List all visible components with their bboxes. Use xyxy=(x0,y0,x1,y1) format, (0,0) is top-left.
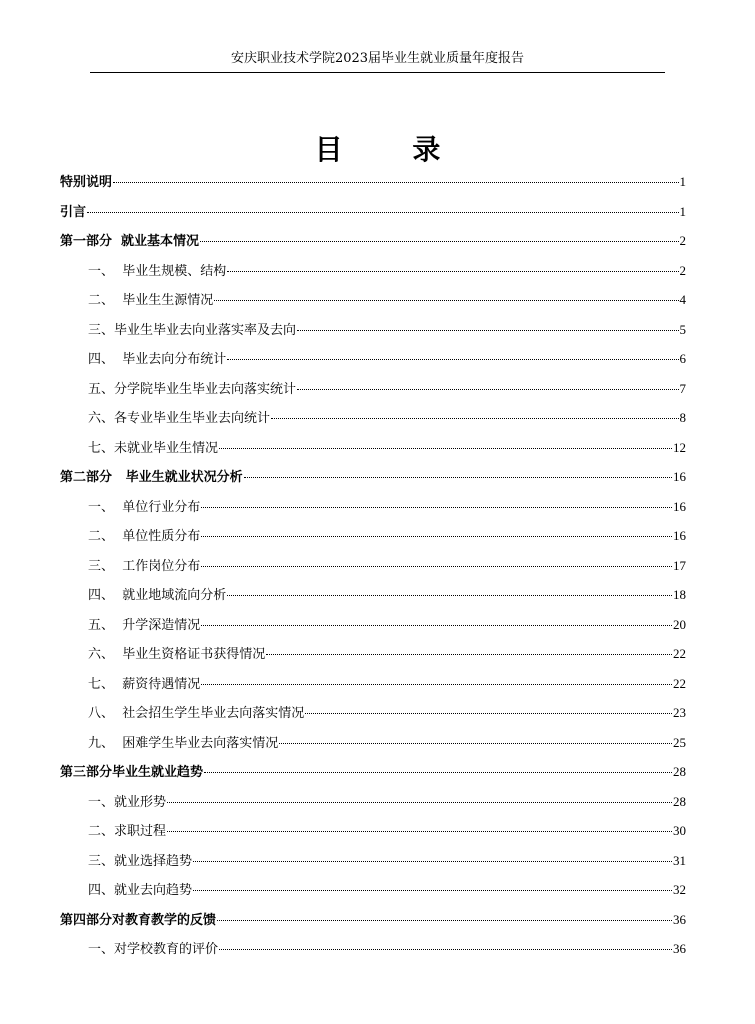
toc-entry-page-number: 22 xyxy=(673,646,686,661)
toc-dot-leader xyxy=(87,212,678,213)
toc-entry-page-number: 22 xyxy=(673,675,686,691)
toc-entry[interactable] xyxy=(60,525,686,555)
toc-dot-leader xyxy=(244,477,672,478)
toc-entry-label: 引言 xyxy=(60,204,87,220)
toc-entry-page-number: 5 xyxy=(679,321,686,337)
toc-entry-label: 五、分学院毕业生毕业去向落实统计 xyxy=(88,381,297,397)
toc-dot-leader xyxy=(204,772,672,773)
toc-entry[interactable] xyxy=(60,909,686,939)
table-of-contents xyxy=(60,171,686,968)
toc-entry[interactable] xyxy=(60,437,686,467)
toc-entry-label: 四、 毕业去向分布统计 xyxy=(88,352,227,367)
toc-entry-label: 九、 困难学生毕业去向落实情况 xyxy=(88,735,279,751)
toc-entry-page-number: 6 xyxy=(679,351,686,366)
toc-dot-leader xyxy=(227,595,672,596)
toc-entry-label: 一、对学校教育的评价 xyxy=(88,942,219,957)
page-header: 安庆职业技术学院2023届毕业生就业质量年度报告 xyxy=(230,51,525,66)
toc-entry-page-number: 36 xyxy=(673,941,686,956)
toc-entry-page-number: 16 xyxy=(673,469,686,484)
toc-entry-label: 二、 毕业生生源情况 xyxy=(88,293,214,308)
toc-entry-page-number: 25 xyxy=(673,734,686,750)
toc-entry-label: 六、各专业毕业生毕业去向统计 xyxy=(88,411,271,426)
toc-entry[interactable] xyxy=(60,466,686,496)
toc-entry[interactable] xyxy=(60,171,686,201)
toc-entry-label: 六、 毕业生资格证书获得情况 xyxy=(88,647,266,662)
toc-entry[interactable] xyxy=(60,732,686,762)
toc-entry[interactable] xyxy=(60,850,686,880)
toc-dot-leader xyxy=(201,536,672,537)
toc-entry[interactable] xyxy=(60,319,686,349)
toc-entry-label: 三、就业选择趋势 xyxy=(88,853,193,869)
toc-entry-page-number: 23 xyxy=(673,705,686,720)
toc-entry-page-number: 31 xyxy=(673,852,686,868)
toc-entry-label: 三、 工作岗位分布 xyxy=(88,558,201,574)
toc-entry-label: 八、 社会招生学生毕业去向落实情况 xyxy=(88,706,305,721)
toc-entry-label: 特别说明 xyxy=(60,175,113,190)
toc-entry-label: 五、 升学深造情况 xyxy=(88,617,201,633)
toc-entry[interactable] xyxy=(60,643,686,673)
toc-entry-page-number: 2 xyxy=(679,262,686,278)
toc-dot-leader xyxy=(167,802,672,803)
toc-dot-leader xyxy=(113,182,678,183)
toc-entry[interactable] xyxy=(60,879,686,909)
toc-dot-leader xyxy=(227,271,678,272)
toc-dot-leader xyxy=(297,330,678,331)
toc-dot-leader xyxy=(201,566,672,567)
toc-entry[interactable] xyxy=(60,378,686,408)
toc-entry[interactable] xyxy=(60,614,686,644)
toc-entry[interactable] xyxy=(60,938,686,968)
toc-entry-page-number: 20 xyxy=(673,616,686,632)
toc-dot-leader xyxy=(201,625,672,626)
toc-entry-page-number: 17 xyxy=(673,557,686,573)
toc-entry[interactable] xyxy=(60,555,686,585)
toc-entry-label: 三、毕业生毕业去向业落实率及去向 xyxy=(88,322,297,338)
toc-entry-label: 第一部分 就业基本情况 xyxy=(60,234,200,249)
toc-dot-leader xyxy=(219,448,672,449)
toc-entry[interactable] xyxy=(60,702,686,732)
toc-entry-page-number: 32 xyxy=(673,882,686,897)
toc-entry[interactable] xyxy=(60,201,686,231)
toc-dot-leader xyxy=(271,418,678,419)
toc-entry-page-number: 30 xyxy=(673,823,686,838)
toc-entry[interactable] xyxy=(60,348,686,378)
toc-dot-leader xyxy=(200,241,678,242)
toc-entry-label: 第四部分对教育教学的反馈 xyxy=(60,912,217,928)
toc-entry-label: 四、就业去向趋势 xyxy=(88,883,193,898)
toc-entry-label: 二、求职过程 xyxy=(88,824,167,839)
toc-entry[interactable] xyxy=(60,289,686,319)
toc-entry-label: 一、 单位行业分布 xyxy=(88,499,201,515)
toc-entry-label: 四、 就业地域流向分析 xyxy=(88,588,227,603)
toc-entry-page-number: 2 xyxy=(679,233,686,248)
toc-entry-page-number: 18 xyxy=(673,587,686,602)
toc-dot-leader xyxy=(214,300,678,301)
toc-entry-page-number: 7 xyxy=(679,380,686,396)
toc-dot-leader xyxy=(193,890,672,891)
toc-dot-leader xyxy=(219,949,672,950)
toc-entry[interactable] xyxy=(60,496,686,526)
toc-dot-leader xyxy=(201,684,672,685)
toc-entry-page-number: 16 xyxy=(673,498,686,514)
toc-entry[interactable] xyxy=(60,820,686,850)
toc-entry-label: 七、未就业毕业生情况 xyxy=(88,440,219,456)
toc-entry[interactable] xyxy=(60,230,686,260)
toc-entry-page-number: 28 xyxy=(673,764,686,779)
toc-entry[interactable] xyxy=(60,791,686,821)
toc-entry-label: 第二部分 毕业生就业状况分析 xyxy=(60,470,243,485)
toc-title: 目 录 xyxy=(314,133,471,166)
toc-entry-label: 一、就业形势 xyxy=(88,794,167,810)
toc-dot-leader xyxy=(167,831,672,832)
toc-entry-page-number: 36 xyxy=(673,911,686,927)
toc-entry[interactable] xyxy=(60,260,686,290)
toc-entry-label: 第三部分毕业生就业趋势 xyxy=(60,765,204,780)
toc-entry-label: 一、 毕业生规模、结构 xyxy=(88,263,227,279)
toc-entry-page-number: 28 xyxy=(673,793,686,809)
toc-dot-leader xyxy=(217,920,672,921)
header-rule xyxy=(90,72,665,73)
toc-dot-leader xyxy=(279,743,672,744)
toc-entry[interactable] xyxy=(60,584,686,614)
toc-dot-leader xyxy=(266,654,672,655)
toc-entry-page-number: 1 xyxy=(679,174,686,189)
toc-entry[interactable] xyxy=(60,761,686,791)
toc-dot-leader xyxy=(201,507,672,508)
toc-entry-page-number: 16 xyxy=(673,528,686,543)
toc-dot-leader xyxy=(297,389,678,390)
toc-entry-page-number: 4 xyxy=(679,292,686,307)
toc-entry-page-number: 1 xyxy=(679,203,686,219)
toc-entry[interactable] xyxy=(60,673,686,703)
toc-entry-label: 二、 单位性质分布 xyxy=(88,529,201,544)
toc-entry-page-number: 8 xyxy=(679,410,686,425)
toc-dot-leader xyxy=(305,713,672,714)
toc-entry-label: 七、 薪资待遇情况 xyxy=(88,676,201,692)
toc-entry[interactable] xyxy=(60,407,686,437)
toc-dot-leader xyxy=(193,861,672,862)
toc-dot-leader xyxy=(227,359,678,360)
toc-entry-page-number: 12 xyxy=(673,439,686,455)
